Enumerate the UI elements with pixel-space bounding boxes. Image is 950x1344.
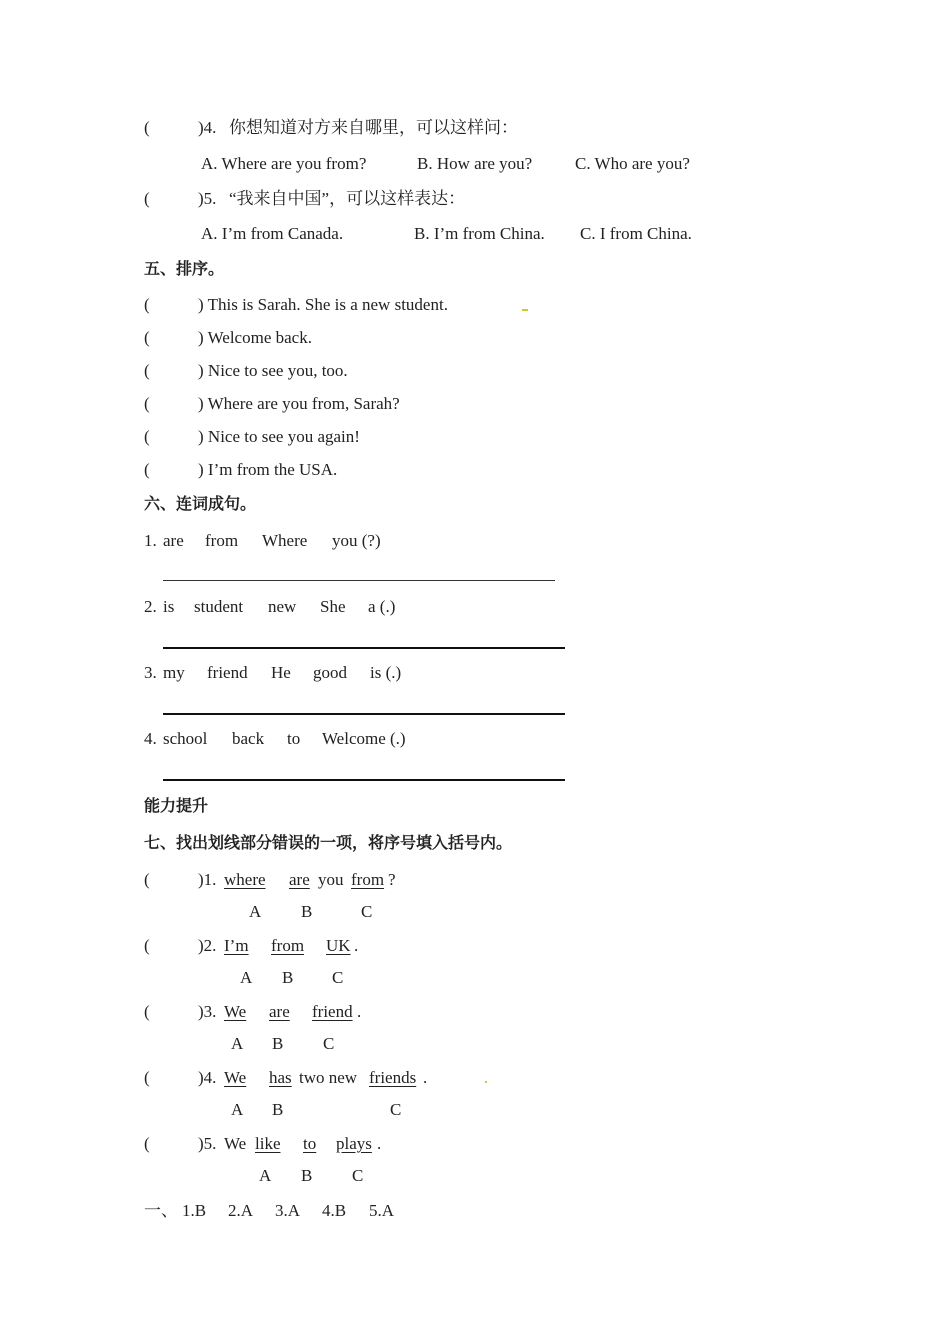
plain-words: two new [299,1068,358,1087]
underlined-word-a: We [224,1002,247,1021]
answer-line[interactable] [163,713,565,715]
question-number: )2. [198,936,217,955]
answer-item: 4.B [322,1201,347,1220]
ordering-item: ) This is Sarah. She is a new student. [198,295,448,314]
punctuation: . [423,1068,428,1087]
section-title-ordering: 五、排序。 [144,259,225,278]
word: a (.) [368,597,396,616]
word: He [271,663,291,682]
label-c: C [361,902,373,921]
word: is (.) [370,663,402,682]
word: my [163,663,185,682]
item-number: 2. [144,597,157,616]
underlined-word-b: are [289,870,310,889]
word: school [163,729,208,748]
label-a: A [240,968,253,987]
option-c: C. I from China. [580,224,692,243]
underlined-word-c: friend [312,1002,353,1021]
question-number: )4. [198,1068,217,1087]
underlined-word-a: like [255,1134,281,1153]
label-c: C [323,1034,335,1053]
answer-paren[interactable]: ( [144,1134,150,1153]
label-c: C [332,968,344,987]
punctuation: . [357,1002,362,1021]
answer-item: 5.A [369,1201,395,1220]
ink-mark [485,1081,487,1083]
label-b: B [301,902,313,921]
plain-word: We [224,1134,247,1153]
section-title-error-finding: 七、找出划线部分错误的一项，将序号填入括号内。 [144,833,513,852]
ordering-item: ) Where are you from, Sarah? [198,394,400,413]
word: Where [262,531,308,550]
question-number: )4. [198,118,217,137]
answer-paren[interactable]: ( [144,328,150,347]
label-c: C [390,1100,402,1119]
answer-paren[interactable]: ( [144,295,150,314]
word: student [194,597,244,616]
word: Welcome (.) [322,729,406,748]
question-number: )5. [198,1134,217,1153]
item-number: 1. [144,531,157,550]
section-title-sentence-building: 六、连词成句。 [144,494,257,513]
answer-paren[interactable]: ( [144,189,150,208]
ordering-item: ) Welcome back. [198,328,312,347]
question-prompt: “我来自中国”，可以这样表达： [229,189,466,208]
underlined-word-a: We [224,1068,247,1087]
underlined-word-c: UK [326,936,351,955]
answer-paren[interactable]: ( [144,1068,150,1087]
item-number: 3. [144,663,157,682]
punctuation: ? [388,870,396,889]
word: you (?) [332,531,381,550]
answer-paren[interactable]: ( [144,361,150,380]
answer-line[interactable] [163,580,555,581]
answer-paren[interactable]: ( [144,936,150,955]
answer-paren[interactable]: ( [144,870,150,889]
label-b: B [282,968,294,987]
underlined-word-c: from [351,870,385,889]
answer-item: 2.A [228,1201,254,1220]
answer-item: 1.B [182,1201,207,1220]
answer-paren[interactable]: ( [144,1002,150,1021]
punctuation: . [377,1134,382,1153]
label-b: B [301,1166,313,1185]
word: good [313,663,347,682]
word: back [232,729,265,748]
answer-paren[interactable]: ( [144,460,150,479]
underlined-word-a: I’m [224,936,249,955]
ink-mark [522,309,528,311]
option-a: A. Where are you from? [201,154,367,173]
word: from [205,531,239,550]
answer-paren[interactable]: ( [144,394,150,413]
word: are [163,531,184,550]
answer-line[interactable] [163,647,565,649]
word: new [268,597,297,616]
underlined-word-b: are [269,1002,290,1021]
label-c: C [352,1166,364,1185]
label-b: B [272,1100,284,1119]
label-a: A [259,1166,272,1185]
underlined-word-b: has [269,1068,292,1087]
punctuation: . [354,936,359,955]
word: friend [207,663,248,682]
answer-line[interactable] [163,779,565,781]
word: She [320,597,346,616]
ordering-item: ) Nice to see you, too. [198,361,348,380]
plain-word: you [318,870,344,889]
word: to [287,729,301,748]
underlined-word-b: to [303,1134,317,1153]
underlined-word-b: from [271,936,305,955]
item-number: 4. [144,729,157,748]
label-b: B [272,1034,284,1053]
underlined-word-c: friends [369,1068,417,1087]
question-number: )1. [198,870,217,889]
question-number: )3. [198,1002,217,1021]
ordering-item: ) Nice to see you again! [198,427,360,446]
ability-heading: 能力提升 [144,796,209,815]
question-prompt: 你想知道对方来自哪里，可以这样问： [229,118,518,137]
option-c: C. Who are you? [575,154,690,173]
label-a: A [249,902,262,921]
answer-item: 3.A [275,1201,301,1220]
option-b: B. I’m from China. [414,224,545,243]
option-a: A. I’m from Canada. [201,224,344,243]
answer-paren[interactable]: ( [144,118,150,137]
word: is [163,597,175,616]
label-a: A [231,1100,244,1119]
answer-paren[interactable]: ( [144,427,150,446]
answer-key-label: 一、 [144,1201,178,1220]
label-a: A [231,1034,244,1053]
ordering-item: ) I’m from the USA. [198,460,338,479]
option-b: B. How are you? [417,154,533,173]
underlined-word-a: where [224,870,266,889]
underlined-word-c: plays [336,1134,372,1153]
question-number: )5. [198,189,217,208]
